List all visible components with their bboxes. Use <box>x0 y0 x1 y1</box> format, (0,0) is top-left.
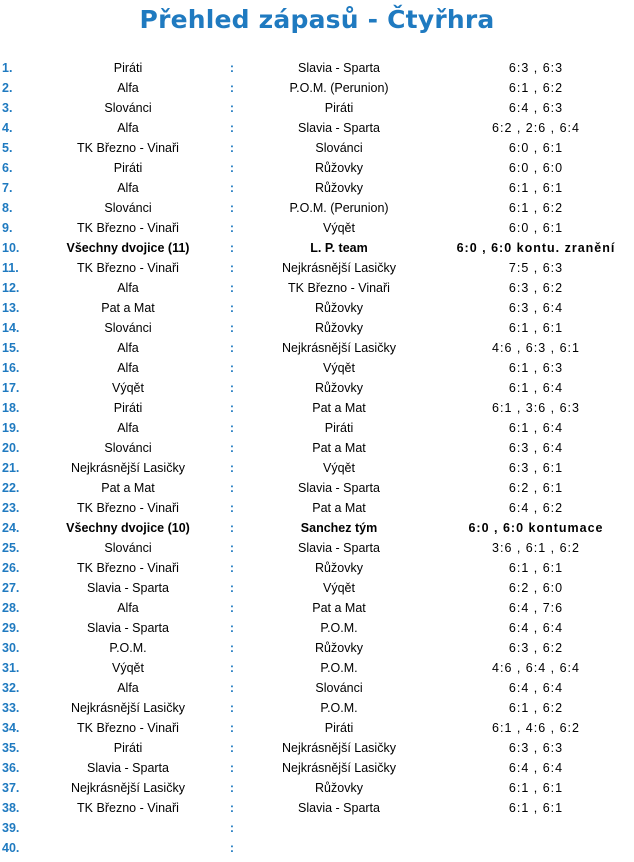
team-a: TK Březno - Vinaři <box>77 501 179 515</box>
team-a: Alfa <box>117 681 139 695</box>
table-row <box>0 258 634 278</box>
table-row <box>0 398 634 418</box>
separator-colon: : <box>229 521 235 535</box>
match-score: 6:4 , 6:3 <box>508 101 564 115</box>
match-score: 6:0 , 6:1 <box>508 141 564 155</box>
match-score: 6:1 , 6:2 <box>508 201 564 215</box>
team-a: Výqět <box>112 661 144 675</box>
separator-colon: : <box>229 601 235 615</box>
match-number: 5. <box>2 141 13 155</box>
separator-colon: : <box>229 381 235 395</box>
team-b: Růžovky <box>315 781 363 795</box>
table-row <box>0 78 634 98</box>
table-row <box>0 618 634 638</box>
team-b: Slavia - Sparta <box>298 801 380 815</box>
separator-colon: : <box>229 421 235 435</box>
team-a: Všechny dvojice (10) <box>66 521 190 535</box>
match-number: 33. <box>2 701 20 715</box>
team-a: TK Březno - Vinaři <box>77 721 179 735</box>
match-score: 6:3 , 6:4 <box>508 301 564 315</box>
match-score: 6:4 , 6:4 <box>508 681 564 695</box>
table-row <box>0 738 634 758</box>
match-score: 6:1 , 6:1 <box>508 781 564 795</box>
match-score: 6:1 , 6:4 <box>508 381 564 395</box>
match-number: 13. <box>2 301 20 315</box>
team-b: Slavia - Sparta <box>298 541 380 555</box>
separator-colon: : <box>229 821 235 835</box>
table-row <box>0 518 634 538</box>
table-row <box>0 658 634 678</box>
team-b: Slavia - Sparta <box>298 121 380 135</box>
match-score: 6:1 , 6:1 <box>508 181 564 195</box>
table-row <box>0 678 634 698</box>
match-number: 29. <box>2 621 20 635</box>
separator-colon: : <box>229 361 235 375</box>
match-number: 14. <box>2 321 20 335</box>
match-number: 19. <box>2 421 20 435</box>
table-row <box>0 298 634 318</box>
team-b: Výqět <box>323 221 355 235</box>
separator-colon: : <box>229 281 235 295</box>
separator-colon: : <box>229 561 235 575</box>
separator-colon: : <box>229 661 235 675</box>
team-b: Pat a Mat <box>312 501 366 515</box>
match-score: 6:2 , 6:0 <box>508 581 564 595</box>
team-a: Alfa <box>117 181 139 195</box>
match-score: 6:4 , 6:4 <box>508 761 564 775</box>
match-number: 34. <box>2 721 20 735</box>
team-b: Slovánci <box>315 681 363 695</box>
team-a: TK Březno - Vinaři <box>77 561 179 575</box>
match-score: 6:3 , 6:2 <box>508 281 564 295</box>
match-number: 25. <box>2 541 20 555</box>
team-b: Růžovky <box>315 381 363 395</box>
table-row <box>0 218 634 238</box>
team-b: Nejkrásnější Lasičky <box>282 261 396 275</box>
team-a: Alfa <box>117 81 139 95</box>
separator-colon: : <box>229 781 235 795</box>
team-a: Slavia - Sparta <box>87 761 169 775</box>
team-a: Pat a Mat <box>101 301 155 315</box>
table-row <box>0 278 634 298</box>
team-a: Slavia - Sparta <box>87 621 169 635</box>
separator-colon: : <box>229 841 235 855</box>
team-a: Alfa <box>117 281 139 295</box>
match-number: 30. <box>2 641 20 655</box>
separator-colon: : <box>229 101 235 115</box>
team-b: Výqět <box>323 581 355 595</box>
match-score: 6:1 , 6:3 <box>508 361 564 375</box>
team-a: Slovánci <box>104 541 152 555</box>
table-row <box>0 58 634 78</box>
team-b: Růžovky <box>315 161 363 175</box>
team-a: Nejkrásnější Lasičky <box>71 461 185 475</box>
match-number: 27. <box>2 581 20 595</box>
match-number: 17. <box>2 381 20 395</box>
table-row <box>0 358 634 378</box>
table-row <box>0 778 634 798</box>
page-title: Přehled zápasů - Čtyřhra <box>139 5 495 34</box>
table-row <box>0 438 634 458</box>
team-b: Piráti <box>324 721 354 735</box>
match-score: 7:5 , 6:3 <box>508 261 564 275</box>
team-b: Pat a Mat <box>312 601 366 615</box>
separator-colon: : <box>229 121 235 135</box>
table-row <box>0 318 634 338</box>
match-score: 6:0 , 6:0 <box>508 161 564 175</box>
separator-colon: : <box>229 201 235 215</box>
match-number: 40. <box>2 841 20 855</box>
team-a: TK Březno - Vinaři <box>77 221 179 235</box>
match-number: 10. <box>2 241 20 255</box>
team-a: TK Březno - Vinaři <box>77 141 179 155</box>
team-a: Piráti <box>113 401 143 415</box>
separator-colon: : <box>229 181 235 195</box>
table-row <box>0 578 634 598</box>
match-score: 6:0 , 6:1 <box>508 221 564 235</box>
table-row <box>0 178 634 198</box>
match-score: 6:1 , 6:2 <box>508 81 564 95</box>
match-score: 6:3 , 6:1 <box>508 461 564 475</box>
match-number: 16. <box>2 361 20 375</box>
match-number: 38. <box>2 801 20 815</box>
team-a: TK Březno - Vinaři <box>77 261 179 275</box>
table-row <box>0 698 634 718</box>
separator-colon: : <box>229 541 235 555</box>
match-score: 6:0 , 6:0 kontumace <box>468 521 604 535</box>
separator-colon: : <box>229 701 235 715</box>
separator-colon: : <box>229 721 235 735</box>
match-number: 32. <box>2 681 20 695</box>
team-a: Alfa <box>117 341 139 355</box>
team-a: Piráti <box>113 741 143 755</box>
match-number: 26. <box>2 561 20 575</box>
team-b: TK Březno - Vinaři <box>288 281 390 295</box>
team-b: Růžovky <box>315 321 363 335</box>
match-number: 3. <box>2 101 13 115</box>
match-number: 1. <box>2 61 13 75</box>
separator-colon: : <box>229 641 235 655</box>
table-row <box>0 638 634 658</box>
table-row <box>0 418 634 438</box>
table-row <box>0 98 634 118</box>
match-score: 6:4 , 6:4 <box>508 621 564 635</box>
match-number: 8. <box>2 201 13 215</box>
separator-colon: : <box>229 261 235 275</box>
match-score: 6:1 , 6:1 <box>508 561 564 575</box>
team-b: P.O.M. <box>320 621 358 635</box>
team-b: P.O.M. (Perunion) <box>289 81 389 95</box>
match-score: 6:1 , 6:1 <box>508 321 564 335</box>
match-number: 23. <box>2 501 20 515</box>
table-row <box>0 558 634 578</box>
table-row <box>0 818 634 838</box>
match-score: 6:1 , 6:4 <box>508 421 564 435</box>
match-number: 2. <box>2 81 13 95</box>
match-score: 6:1 , 6:2 <box>508 701 564 715</box>
team-b: Nejkrásnější Lasičky <box>282 741 396 755</box>
separator-colon: : <box>229 741 235 755</box>
table-row <box>0 798 634 818</box>
match-score: 6:1 , 4:6 , 6:2 <box>492 721 580 735</box>
separator-colon: : <box>229 441 235 455</box>
separator-colon: : <box>229 621 235 635</box>
team-b: Růžovky <box>315 301 363 315</box>
separator-colon: : <box>229 801 235 815</box>
match-number: 11. <box>2 261 19 275</box>
team-a: TK Březno - Vinaři <box>77 801 179 815</box>
match-number: 4. <box>2 121 13 135</box>
separator-colon: : <box>229 241 235 255</box>
team-b: P.O.M. <box>320 661 358 675</box>
match-number: 31. <box>2 661 20 675</box>
separator-colon: : <box>229 161 235 175</box>
match-number: 24. <box>2 521 20 535</box>
table-row <box>0 198 634 218</box>
match-number: 6. <box>2 161 13 175</box>
match-score: 6:1 , 6:1 <box>508 801 564 815</box>
match-score: 6:1 , 3:6 , 6:3 <box>492 401 580 415</box>
match-score: 6:3 , 6:3 <box>508 741 564 755</box>
team-b: Růžovky <box>315 181 363 195</box>
match-score: 6:3 , 6:4 <box>508 441 564 455</box>
match-score: 6:3 , 6:3 <box>508 61 564 75</box>
team-a: Slovánci <box>104 201 152 215</box>
separator-colon: : <box>229 81 235 95</box>
table-row <box>0 378 634 398</box>
separator-colon: : <box>229 401 235 415</box>
team-b: Růžovky <box>315 561 363 575</box>
team-b: Výqět <box>323 361 355 375</box>
match-score: 6:2 , 2:6 , 6:4 <box>492 121 580 135</box>
match-score: 6:0 , 6:0 kontu. zranění <box>456 241 616 255</box>
team-a: Alfa <box>117 361 139 375</box>
separator-colon: : <box>229 581 235 595</box>
match-score: 6:4 , 7:6 <box>508 601 564 615</box>
team-a: P.O.M. <box>109 641 147 655</box>
separator-colon: : <box>229 61 235 75</box>
match-number: 12. <box>2 281 20 295</box>
table-row <box>0 338 634 358</box>
team-a: Alfa <box>117 421 139 435</box>
table-row <box>0 158 634 178</box>
team-a: Pat a Mat <box>101 481 155 495</box>
team-a: Piráti <box>113 161 143 175</box>
team-b: Nejkrásnější Lasičky <box>282 341 396 355</box>
team-b: Pat a Mat <box>312 441 366 455</box>
separator-colon: : <box>229 321 235 335</box>
match-number: 37. <box>2 781 20 795</box>
team-a: Nejkrásnější Lasičky <box>71 701 185 715</box>
match-number: 35. <box>2 741 20 755</box>
team-a: Alfa <box>117 121 139 135</box>
match-score: 4:6 , 6:3 , 6:1 <box>492 341 580 355</box>
team-b: P.O.M. (Perunion) <box>289 201 389 215</box>
separator-colon: : <box>229 681 235 695</box>
separator-colon: : <box>229 221 235 235</box>
team-b: Slavia - Sparta <box>298 61 380 75</box>
team-b: Slavia - Sparta <box>298 481 380 495</box>
separator-colon: : <box>229 141 235 155</box>
team-a: Alfa <box>117 601 139 615</box>
team-b: L. P. team <box>310 241 368 255</box>
match-number: 9. <box>2 221 13 235</box>
table-row <box>0 598 634 618</box>
match-score: 6:4 , 6:2 <box>508 501 564 515</box>
match-number: 20. <box>2 441 20 455</box>
table-row <box>0 238 634 258</box>
table-row <box>0 118 634 138</box>
table-row <box>0 498 634 518</box>
match-number: 18. <box>2 401 20 415</box>
team-a: Výqět <box>112 381 144 395</box>
team-b: Pat a Mat <box>312 401 366 415</box>
table-row <box>0 458 634 478</box>
match-number: 15. <box>2 341 20 355</box>
match-number: 28. <box>2 601 20 615</box>
match-score: 3:6 , 6:1 , 6:2 <box>492 541 580 555</box>
team-a: Piráti <box>113 61 143 75</box>
match-number: 7. <box>2 181 13 195</box>
table-row <box>0 478 634 498</box>
match-score: 6:3 , 6:2 <box>508 641 564 655</box>
match-number: 21. <box>2 461 20 475</box>
team-b: Výqět <box>323 461 355 475</box>
separator-colon: : <box>229 501 235 515</box>
separator-colon: : <box>229 301 235 315</box>
team-b: Slovánci <box>315 141 363 155</box>
match-number: 36. <box>2 761 20 775</box>
table-row <box>0 838 634 858</box>
team-a: Nejkrásnější Lasičky <box>71 781 185 795</box>
team-a: Všechny dvojice (11) <box>66 241 190 255</box>
team-b: Nejkrásnější Lasičky <box>282 761 396 775</box>
team-b: Piráti <box>324 101 354 115</box>
team-a: Slovánci <box>104 441 152 455</box>
table-row <box>0 758 634 778</box>
table-row <box>0 138 634 158</box>
separator-colon: : <box>229 761 235 775</box>
team-a: Slovánci <box>104 101 152 115</box>
matches-table <box>0 58 634 858</box>
separator-colon: : <box>229 481 235 495</box>
separator-colon: : <box>229 461 235 475</box>
team-b: P.O.M. <box>320 701 358 715</box>
match-score: 6:2 , 6:1 <box>508 481 564 495</box>
table-row <box>0 718 634 738</box>
team-b: Růžovky <box>315 641 363 655</box>
table-row <box>0 538 634 558</box>
match-number: 39. <box>2 821 20 835</box>
separator-colon: : <box>229 341 235 355</box>
team-b: Sanchez tým <box>300 521 378 535</box>
team-b: Piráti <box>324 421 354 435</box>
match-score: 4:6 , 6:4 , 6:4 <box>492 661 580 675</box>
match-number: 22. <box>2 481 20 495</box>
team-a: Slavia - Sparta <box>87 581 169 595</box>
team-a: Slovánci <box>104 321 152 335</box>
